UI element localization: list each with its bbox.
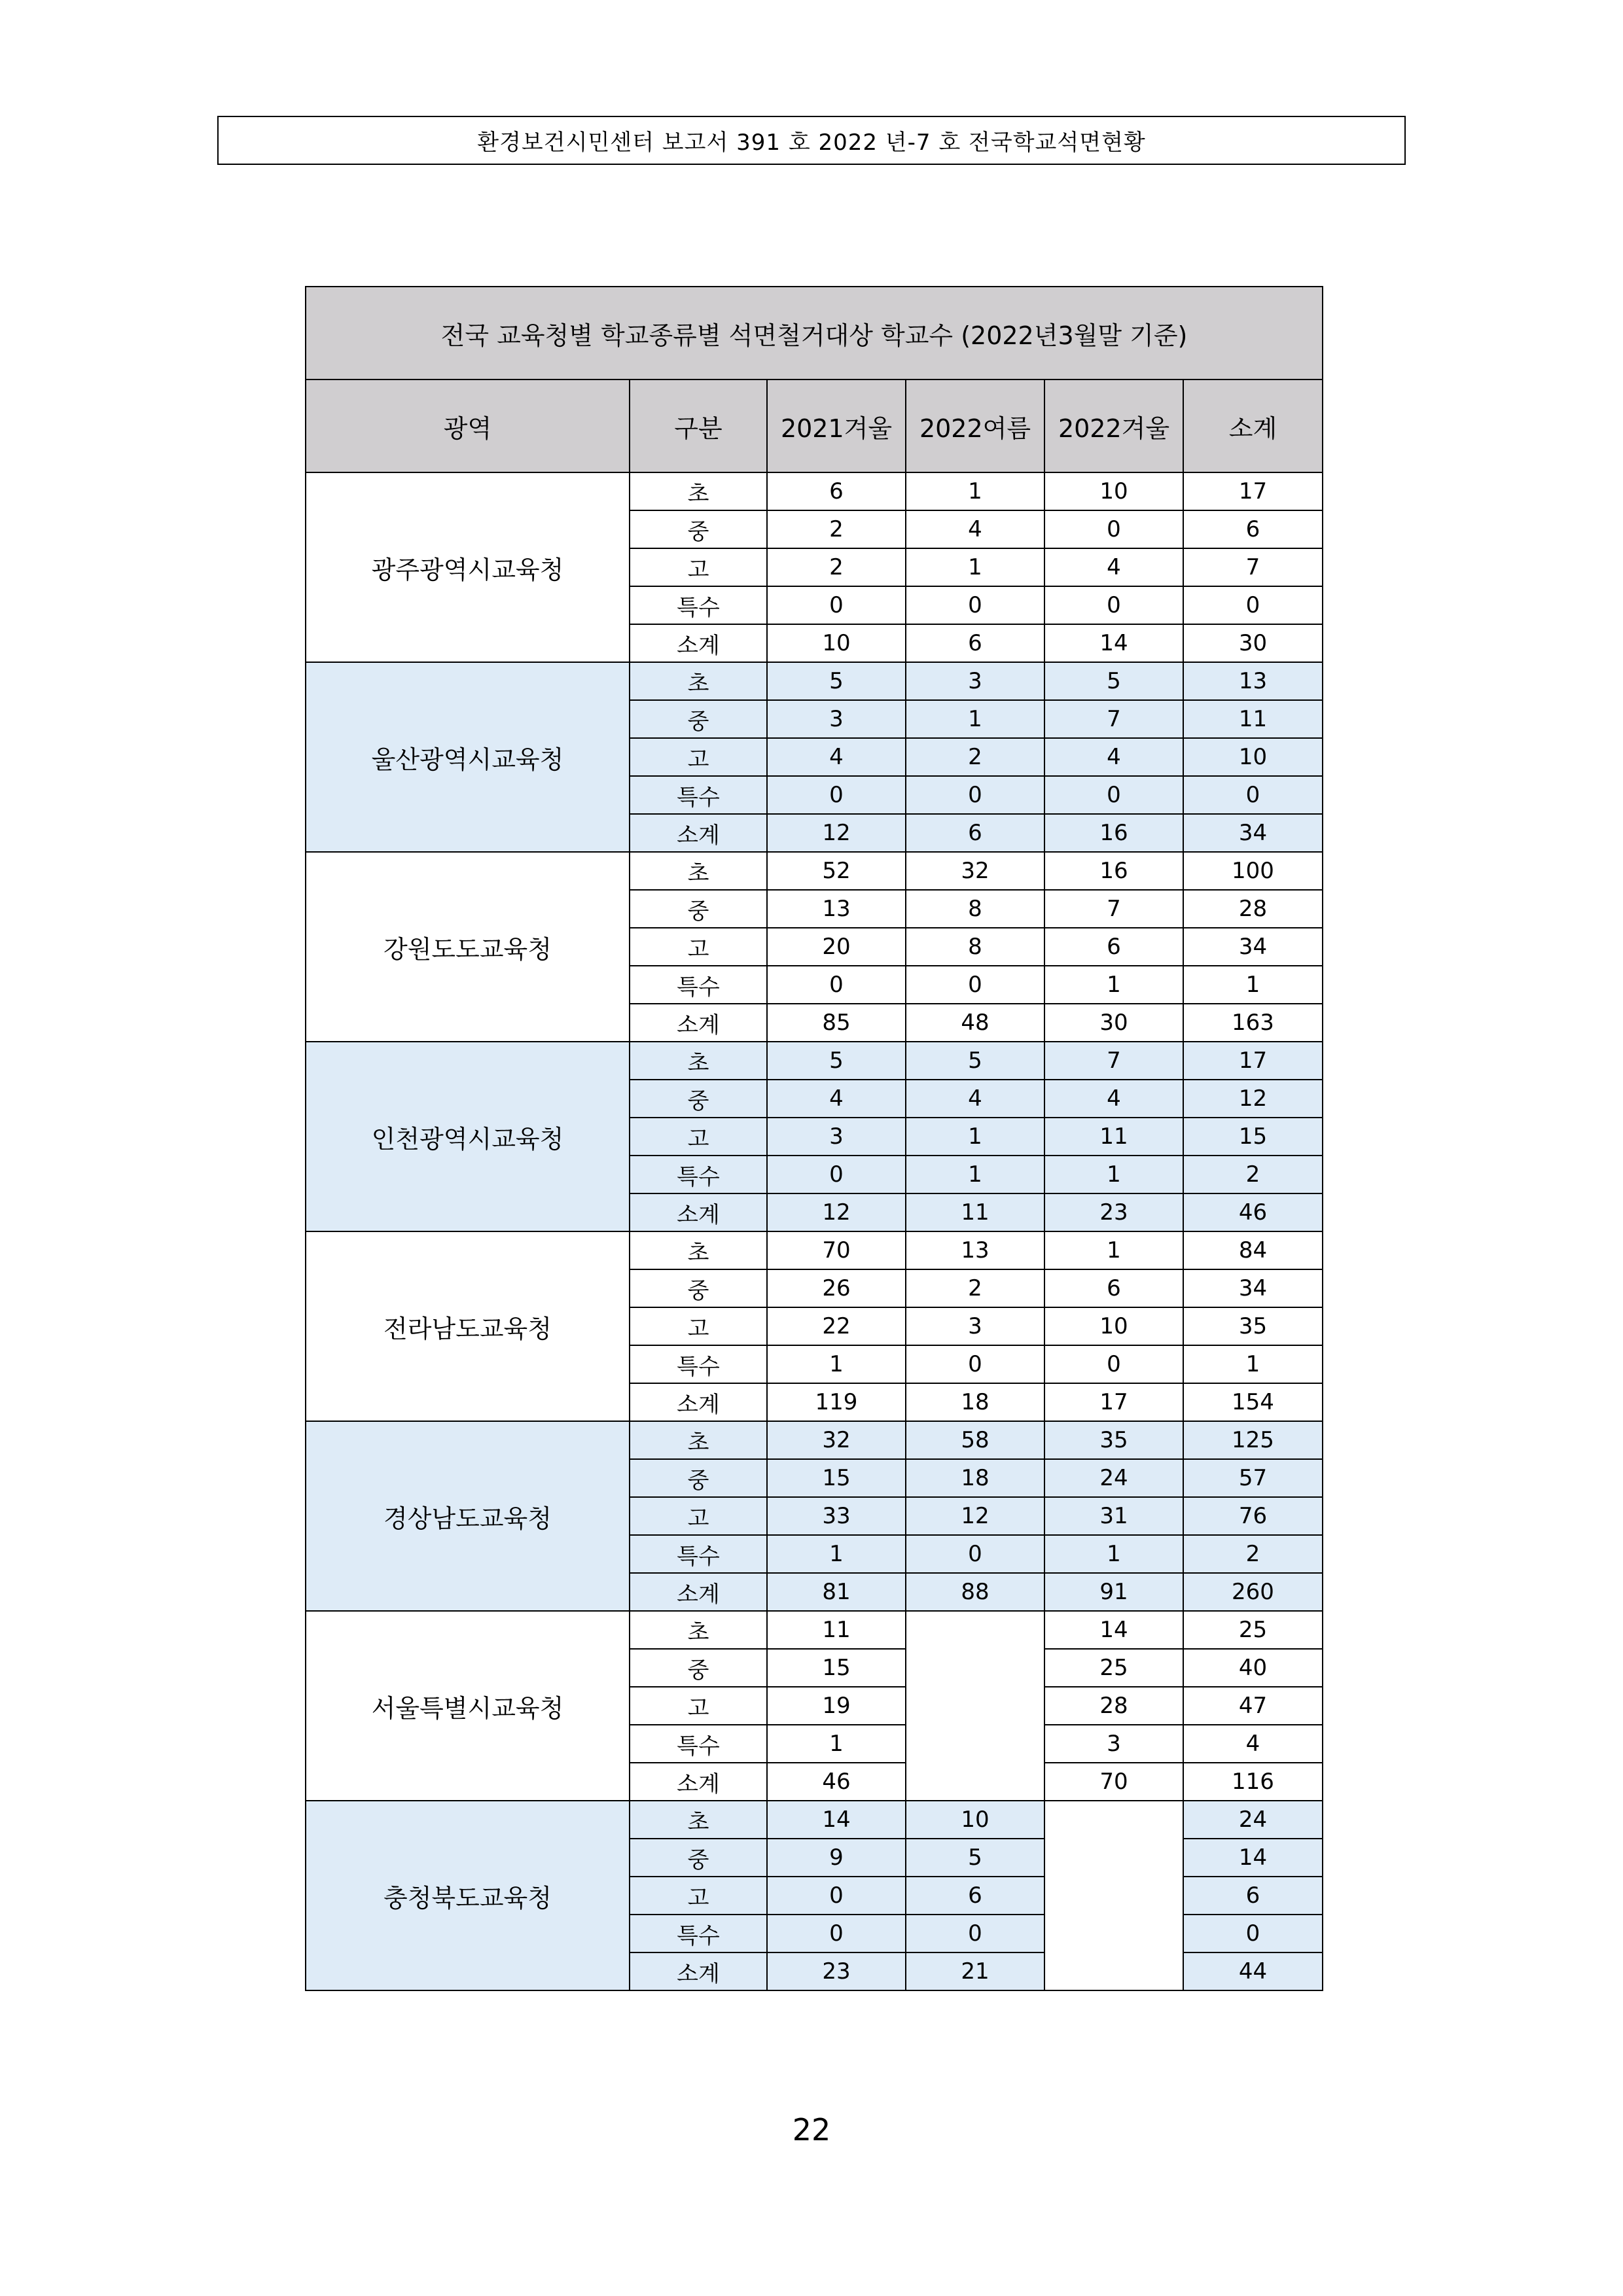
value-cell-2021-winter: 5 — [767, 1042, 906, 1080]
value-cell-subtotal: 57 — [1183, 1459, 1323, 1497]
school-type-cell: 특수 — [630, 776, 767, 814]
value-cell-2022-winter: 91 — [1044, 1573, 1183, 1611]
value-cell-2022-summer: 2 — [906, 738, 1044, 776]
value-cell-subtotal: 260 — [1183, 1573, 1323, 1611]
value-cell-2021-winter: 0 — [767, 1915, 906, 1952]
school-type-cell: 고 — [630, 1687, 767, 1725]
value-cell-subtotal: 6 — [1183, 510, 1323, 548]
value-cell-2022-summer: 18 — [906, 1459, 1044, 1497]
value-cell-2022-winter: 4 — [1044, 548, 1183, 586]
value-cell-2022-summer: 0 — [906, 1535, 1044, 1573]
value-cell-2022-winter: 6 — [1044, 1269, 1183, 1307]
school-type-cell: 중 — [630, 1269, 767, 1307]
value-cell-subtotal: 35 — [1183, 1307, 1323, 1345]
value-cell-2022-summer: 1 — [906, 472, 1044, 510]
value-cell-2022-winter: 25 — [1044, 1649, 1183, 1687]
value-cell-2022-summer: 10 — [906, 1801, 1044, 1839]
school-type-cell: 소계 — [630, 1952, 767, 1990]
column-header-subtotal: 소계 — [1183, 380, 1323, 472]
value-cell-2022-winter: 10 — [1044, 472, 1183, 510]
value-cell-subtotal: 28 — [1183, 890, 1323, 928]
value-cell-2022-summer: 58 — [906, 1421, 1044, 1459]
value-cell-2021-winter: 52 — [767, 852, 906, 890]
value-cell-2021-winter: 26 — [767, 1269, 906, 1307]
school-type-cell: 소계 — [630, 1573, 767, 1611]
value-cell-subtotal: 34 — [1183, 928, 1323, 966]
value-cell-2021-winter: 12 — [767, 1193, 906, 1231]
empty-cell — [906, 1611, 1044, 1801]
value-cell-2022-summer: 6 — [906, 624, 1044, 662]
value-cell-2022-summer: 32 — [906, 852, 1044, 890]
value-cell-2022-winter: 24 — [1044, 1459, 1183, 1497]
region-cell: 울산광역시교육청 — [306, 662, 630, 852]
value-cell-2022-winter: 3 — [1044, 1725, 1183, 1763]
school-type-cell: 초 — [630, 1611, 767, 1649]
value-cell-2022-winter: 16 — [1044, 852, 1183, 890]
value-cell-subtotal: 1 — [1183, 966, 1323, 1004]
value-cell-subtotal: 44 — [1183, 1952, 1323, 1990]
table-row — [306, 852, 1323, 890]
value-cell-2022-winter: 28 — [1044, 1687, 1183, 1725]
value-cell-2022-winter: 7 — [1044, 890, 1183, 928]
table-body — [306, 472, 1323, 1990]
value-cell-2022-winter: 4 — [1044, 738, 1183, 776]
value-cell-2021-winter: 11 — [767, 1611, 906, 1649]
school-type-cell: 중 — [630, 1839, 767, 1877]
school-type-cell: 고 — [630, 1307, 767, 1345]
school-type-cell: 고 — [630, 548, 767, 586]
value-cell-subtotal: 11 — [1183, 700, 1323, 738]
value-cell-2022-winter: 10 — [1044, 1307, 1183, 1345]
value-cell-2022-winter: 1 — [1044, 1156, 1183, 1193]
value-cell-2022-winter: 1 — [1044, 966, 1183, 1004]
value-cell-2022-summer: 2 — [906, 1269, 1044, 1307]
school-type-cell: 고 — [630, 928, 767, 966]
value-cell-2021-winter: 0 — [767, 1877, 906, 1915]
value-cell-subtotal: 7 — [1183, 548, 1323, 586]
value-cell-2022-summer: 0 — [906, 586, 1044, 624]
value-cell-subtotal: 15 — [1183, 1118, 1323, 1156]
region-cell: 인천광역시교육청 — [306, 1042, 630, 1231]
value-cell-2021-winter: 3 — [767, 700, 906, 738]
value-cell-2021-winter: 5 — [767, 662, 906, 700]
school-type-cell: 중 — [630, 510, 767, 548]
value-cell-subtotal: 34 — [1183, 1269, 1323, 1307]
school-type-cell: 소계 — [630, 1383, 767, 1421]
value-cell-subtotal: 116 — [1183, 1763, 1323, 1801]
value-cell-2021-winter: 4 — [767, 1080, 906, 1118]
column-header-2022-summer: 2022여름 — [906, 380, 1044, 472]
value-cell-subtotal: 154 — [1183, 1383, 1323, 1421]
table-row — [306, 1801, 1323, 1839]
table-row — [306, 472, 1323, 510]
value-cell-2022-winter: 1 — [1044, 1535, 1183, 1573]
school-type-cell: 초 — [630, 1231, 767, 1269]
asbestos-school-table — [305, 286, 1323, 1991]
value-cell-2022-summer: 3 — [906, 662, 1044, 700]
table-row — [306, 1421, 1323, 1459]
value-cell-2021-winter: 13 — [767, 890, 906, 928]
value-cell-subtotal: 0 — [1183, 776, 1323, 814]
school-type-cell: 초 — [630, 852, 767, 890]
column-header-2022-winter: 2022겨울 — [1044, 380, 1183, 472]
value-cell-2021-winter: 23 — [767, 1952, 906, 1990]
value-cell-subtotal: 0 — [1183, 586, 1323, 624]
value-cell-subtotal: 12 — [1183, 1080, 1323, 1118]
value-cell-2021-winter: 1 — [767, 1345, 906, 1383]
value-cell-2022-winter: 0 — [1044, 510, 1183, 548]
value-cell-subtotal: 25 — [1183, 1611, 1323, 1649]
value-cell-2021-winter: 0 — [767, 1156, 906, 1193]
value-cell-2022-winter: 30 — [1044, 1004, 1183, 1042]
school-type-cell: 소계 — [630, 1193, 767, 1231]
value-cell-subtotal: 30 — [1183, 624, 1323, 662]
school-type-cell: 특수 — [630, 586, 767, 624]
value-cell-2022-summer: 13 — [906, 1231, 1044, 1269]
value-cell-2022-summer: 1 — [906, 700, 1044, 738]
value-cell-2022-winter: 1 — [1044, 1231, 1183, 1269]
value-cell-2022-summer: 4 — [906, 1080, 1044, 1118]
value-cell-subtotal: 0 — [1183, 1915, 1323, 1952]
value-cell-2022-summer: 21 — [906, 1952, 1044, 1990]
value-cell-2021-winter: 1 — [767, 1725, 906, 1763]
value-cell-2022-winter: 0 — [1044, 586, 1183, 624]
value-cell-subtotal: 76 — [1183, 1497, 1323, 1535]
value-cell-2021-winter: 19 — [767, 1687, 906, 1725]
value-cell-subtotal: 2 — [1183, 1535, 1323, 1573]
value-cell-2022-winter: 31 — [1044, 1497, 1183, 1535]
value-cell-2022-summer: 0 — [906, 776, 1044, 814]
value-cell-subtotal: 40 — [1183, 1649, 1323, 1687]
value-cell-2021-winter: 32 — [767, 1421, 906, 1459]
value-cell-2022-winter: 7 — [1044, 700, 1183, 738]
table-row — [306, 1231, 1323, 1269]
region-cell: 전라남도교육청 — [306, 1231, 630, 1421]
value-cell-2022-winter: 0 — [1044, 1345, 1183, 1383]
value-cell-2021-winter: 85 — [767, 1004, 906, 1042]
value-cell-subtotal: 1 — [1183, 1345, 1323, 1383]
value-cell-2022-summer: 0 — [906, 1345, 1044, 1383]
value-cell-2021-winter: 9 — [767, 1839, 906, 1877]
value-cell-2022-summer: 5 — [906, 1839, 1044, 1877]
value-cell-2021-winter: 0 — [767, 586, 906, 624]
school-type-cell: 중 — [630, 1080, 767, 1118]
school-type-cell: 초 — [630, 662, 767, 700]
value-cell-subtotal: 100 — [1183, 852, 1323, 890]
value-cell-2021-winter: 70 — [767, 1231, 906, 1269]
value-cell-2022-winter: 35 — [1044, 1421, 1183, 1459]
region-cell: 강원도도교육청 — [306, 852, 630, 1042]
value-cell-2021-winter: 2 — [767, 510, 906, 548]
school-type-cell: 고 — [630, 1497, 767, 1535]
value-cell-2022-summer: 0 — [906, 966, 1044, 1004]
value-cell-2021-winter: 20 — [767, 928, 906, 966]
value-cell-2021-winter: 4 — [767, 738, 906, 776]
value-cell-2022-summer: 5 — [906, 1042, 1044, 1080]
school-type-cell: 초 — [630, 1421, 767, 1459]
value-cell-2021-winter: 15 — [767, 1459, 906, 1497]
value-cell-subtotal: 163 — [1183, 1004, 1323, 1042]
value-cell-2022-summer: 11 — [906, 1193, 1044, 1231]
school-type-cell: 특수 — [630, 1535, 767, 1573]
column-header-type: 구분 — [630, 380, 767, 472]
value-cell-subtotal: 125 — [1183, 1421, 1323, 1459]
asbestos-table-container — [305, 286, 1322, 1991]
value-cell-2022-summer: 8 — [906, 928, 1044, 966]
column-header-region: 광역 — [306, 380, 630, 472]
column-header-2021-winter: 2021겨울 — [767, 380, 906, 472]
value-cell-subtotal: 17 — [1183, 1042, 1323, 1080]
value-cell-2022-winter: 6 — [1044, 928, 1183, 966]
value-cell-subtotal: 17 — [1183, 472, 1323, 510]
value-cell-2022-summer: 48 — [906, 1004, 1044, 1042]
value-cell-2022-summer: 3 — [906, 1307, 1044, 1345]
region-cell: 서울특별시교육청 — [306, 1611, 630, 1801]
value-cell-2022-summer: 1 — [906, 1156, 1044, 1193]
school-type-cell: 초 — [630, 1801, 767, 1839]
value-cell-2021-winter: 3 — [767, 1118, 906, 1156]
page-number: 22 — [792, 2112, 831, 2147]
value-cell-subtotal: 10 — [1183, 738, 1323, 776]
value-cell-subtotal: 14 — [1183, 1839, 1323, 1877]
value-cell-subtotal: 2 — [1183, 1156, 1323, 1193]
table-title: 전국 교육청별 학교종류별 석면철거대상 학교수 (2022년3월말 기준) — [306, 287, 1323, 380]
value-cell-2021-winter: 0 — [767, 966, 906, 1004]
value-cell-2022-winter: 5 — [1044, 662, 1183, 700]
value-cell-2021-winter: 119 — [767, 1383, 906, 1421]
school-type-cell: 중 — [630, 1649, 767, 1687]
value-cell-2021-winter: 22 — [767, 1307, 906, 1345]
value-cell-2022-winter: 16 — [1044, 814, 1183, 852]
value-cell-2021-winter: 14 — [767, 1801, 906, 1839]
value-cell-2021-winter: 15 — [767, 1649, 906, 1687]
value-cell-2022-winter: 17 — [1044, 1383, 1183, 1421]
value-cell-2022-winter: 14 — [1044, 624, 1183, 662]
value-cell-subtotal: 46 — [1183, 1193, 1323, 1231]
value-cell-2022-summer: 1 — [906, 1118, 1044, 1156]
school-type-cell: 특수 — [630, 966, 767, 1004]
table-row — [306, 662, 1323, 700]
school-type-cell: 특수 — [630, 1345, 767, 1383]
value-cell-subtotal: 84 — [1183, 1231, 1323, 1269]
value-cell-subtotal: 47 — [1183, 1687, 1323, 1725]
school-type-cell: 소계 — [630, 1004, 767, 1042]
school-type-cell: 중 — [630, 700, 767, 738]
report-header — [217, 116, 1406, 165]
value-cell-2021-winter: 10 — [767, 624, 906, 662]
region-cell: 경상남도교육청 — [306, 1421, 630, 1611]
value-cell-2022-summer: 4 — [906, 510, 1044, 548]
value-cell-2022-summer: 6 — [906, 814, 1044, 852]
value-cell-2021-winter: 1 — [767, 1535, 906, 1573]
empty-cell — [1044, 1801, 1183, 1990]
school-type-cell: 초 — [630, 472, 767, 510]
school-type-cell: 특수 — [630, 1156, 767, 1193]
school-type-cell: 특수 — [630, 1915, 767, 1952]
value-cell-2022-summer: 6 — [906, 1877, 1044, 1915]
table-row — [306, 1042, 1323, 1080]
region-cell: 광주광역시교육청 — [306, 472, 630, 662]
school-type-cell: 소계 — [630, 814, 767, 852]
value-cell-subtotal: 4 — [1183, 1725, 1323, 1763]
value-cell-2022-summer: 1 — [906, 548, 1044, 586]
school-type-cell: 고 — [630, 1877, 767, 1915]
value-cell-2021-winter: 0 — [767, 776, 906, 814]
value-cell-2022-winter: 11 — [1044, 1118, 1183, 1156]
value-cell-2022-winter: 0 — [1044, 776, 1183, 814]
region-cell: 충청북도교육청 — [306, 1801, 630, 1990]
value-cell-2022-winter: 70 — [1044, 1763, 1183, 1801]
value-cell-2021-winter: 6 — [767, 472, 906, 510]
value-cell-subtotal: 24 — [1183, 1801, 1323, 1839]
value-cell-2021-winter: 2 — [767, 548, 906, 586]
value-cell-2022-winter: 14 — [1044, 1611, 1183, 1649]
school-type-cell: 중 — [630, 1459, 767, 1497]
table-header-row — [306, 380, 1323, 472]
value-cell-2022-summer: 8 — [906, 890, 1044, 928]
value-cell-2022-summer: 12 — [906, 1497, 1044, 1535]
school-type-cell: 소계 — [630, 624, 767, 662]
school-type-cell: 특수 — [630, 1725, 767, 1763]
school-type-cell: 고 — [630, 738, 767, 776]
value-cell-subtotal: 34 — [1183, 814, 1323, 852]
report-header-text: 환경보건시민센터 보고서 391 호 2022 년-7 호 전국학교석면현황 — [477, 130, 1146, 156]
school-type-cell: 중 — [630, 890, 767, 928]
value-cell-2021-winter: 12 — [767, 814, 906, 852]
value-cell-2022-winter: 7 — [1044, 1042, 1183, 1080]
value-cell-2021-winter: 46 — [767, 1763, 906, 1801]
value-cell-2022-summer: 0 — [906, 1915, 1044, 1952]
value-cell-subtotal: 13 — [1183, 662, 1323, 700]
value-cell-subtotal: 6 — [1183, 1877, 1323, 1915]
school-type-cell: 고 — [630, 1118, 767, 1156]
value-cell-2022-winter: 23 — [1044, 1193, 1183, 1231]
value-cell-2021-winter: 81 — [767, 1573, 906, 1611]
value-cell-2021-winter: 33 — [767, 1497, 906, 1535]
value-cell-2022-summer: 18 — [906, 1383, 1044, 1421]
school-type-cell: 초 — [630, 1042, 767, 1080]
school-type-cell: 소계 — [630, 1763, 767, 1801]
value-cell-2022-winter: 4 — [1044, 1080, 1183, 1118]
value-cell-2022-summer: 88 — [906, 1573, 1044, 1611]
table-row — [306, 1611, 1323, 1649]
